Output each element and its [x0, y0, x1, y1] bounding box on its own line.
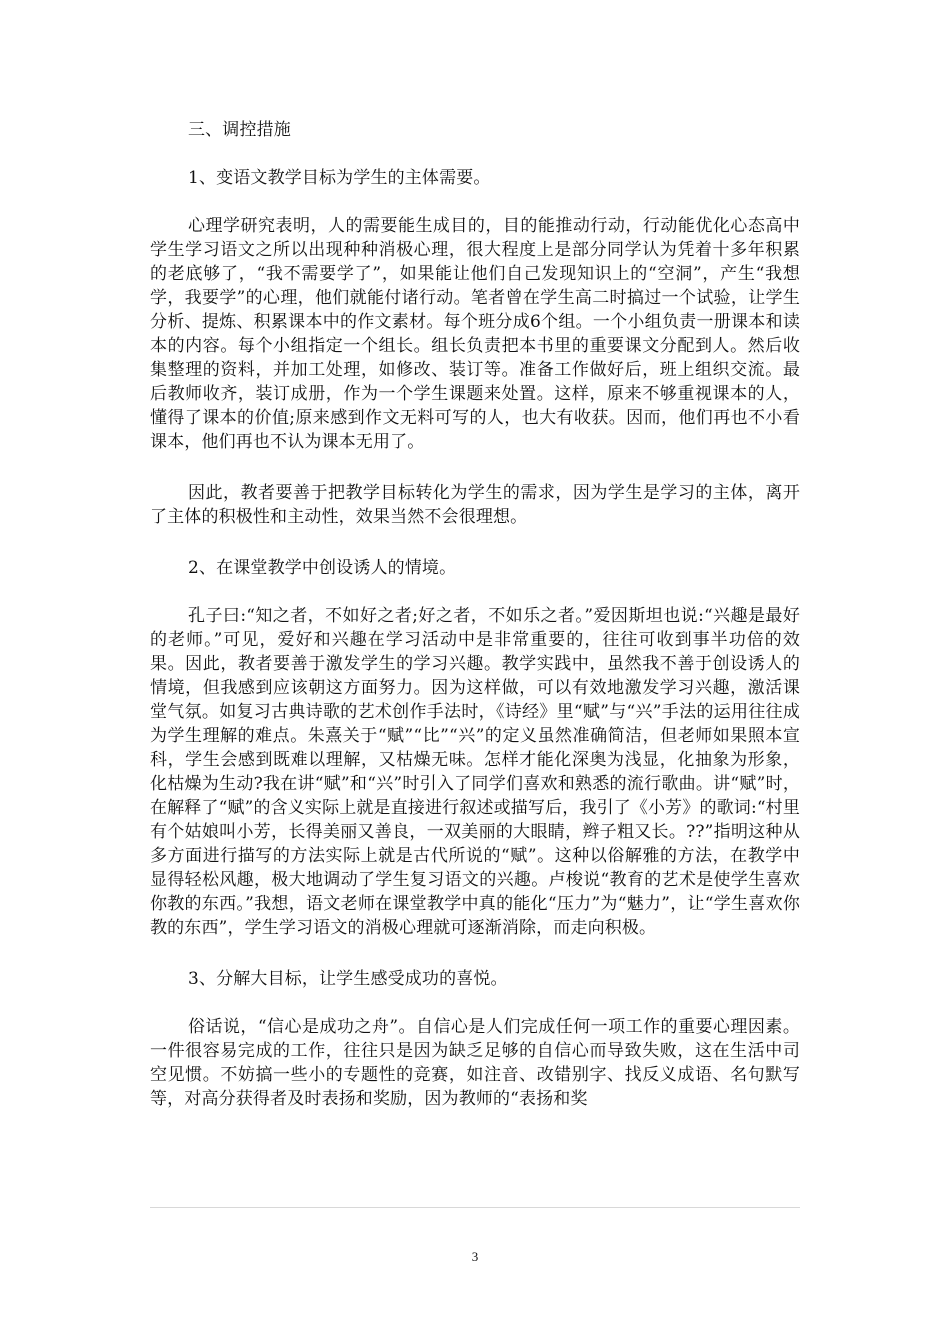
- section-heading: 三、调控措施: [188, 120, 291, 140]
- paragraph-2: 因此，教者要善于把教学目标转化为学生的需求，因为学生是学习的主体，离开了主体的积极性和主动性，效果当然不会很理想。: [150, 483, 800, 527]
- subheading-2: 2、在课堂教学中创设诱人的情境。: [188, 558, 457, 578]
- paragraph-4: 俗话说，“信心是成功之舟”。自信心是人们完成任何一项工作的重要心理因素。一件很容易完成的工作，往往只是因为缺乏足够的自信心而导致失败，这在生活中司空见惯。不妨搞一些小的专题性的竞赛，如注音、改错别字、找反义成语、名句默写等，对高分获得者及时表扬和奖励，因为教师的“表扬和奖: [150, 1017, 800, 1109]
- page-number: 3: [471, 1249, 479, 1264]
- page-divider: [150, 1207, 800, 1208]
- subheading-1: 1、变语文教学目标为学生的主体需要。: [188, 168, 491, 188]
- document-body: [150, 118, 800, 1111]
- subheading-3: 3、分解大目标，让学生感受成功的喜悦。: [188, 969, 508, 989]
- paragraph-3: 孔子曰:“知之者，不如好之者;好之者，不如乐之者。”爱因斯坦也说:“兴趣是最好的老师。”可见，爱好和兴趣在学习活动中是非常重要的，往往可收到事半功倍的效果。因此，教者要善于激发学生的学习兴趣。教学实践中，虽然我不善于创设诱人的情境，但我感到应该朝这方面努力。因为这样做，可以有效地激发学习兴趣，激活课堂气氛。如复习古典诗歌的艺术创作手法时，《诗经》里“赋”与“兴”手法的运用往往成为学生理解的难点。朱熹关于“赋”“比”“兴”的定义虽然准确简洁，但老师如果照本宣科，学生会感到既难以理解，又枯燥无味。怎样才能化深奥为浅显，化抽象为形象，化枯燥为生动?我在讲“赋”和“兴”时引入了同学们喜欢和熟悉的流行歌曲。讲“赋”时，在解释了“赋”的含义实际上就是直接进行叙述或描写后，我引了《小芳》的歌词:“村里有个姑娘叫小芳，长得美丽又善良，一双美丽的大眼睛，辫子粗又长。??”指明这种从多方面进行描写的方法实际上就是古代所说的“赋”。这种以俗解雅的方法，在教学中显得轻松风趣，极大地调动了学生复习语文的兴趣。卢梭说“教育的艺术是使学生喜欢你教的东西。”我想，语文老师在课堂教学中真的能化“压力”为“魅力”，让“学生喜欢你教的东西”，学生学习语文的消极心理就可逐渐消除，而走向积极。: [150, 606, 800, 938]
- paragraph-1: 心理学研究表明，人的需要能生成目的，目的能推动行动，行动能优化心态高中学生学习语文之所以出现种种消极心理，很大程度上是部分同学认为凭着十多年积累的老底够了，“我不需要学了”，如果能让他们自己发现知识上的“空洞”，产生“我想学，我要学”的心理，他们就能付诸行动。笔者曾在学生高二时搞过一个试验，让学生分析、提炼、积累课本中的作文素材。每个班分成6个组。一个小组负责一册课本和读本的内容。每个小组指定一个组长。组长负责把本书里的重要课文分配到人。然后收集整理的资料，并加工处理，如修改、装订等。准备工作做好后，班上组织交流。最后教师收齐，装订成册，作为一个学生课题来处置。这样，原来不够重视课本的人，懂得了课本的价值;原来感到作文无料可写的人，也大有收获。因而，他们再也不小看课本，他们再也不认为课本无用了。: [150, 216, 800, 452]
